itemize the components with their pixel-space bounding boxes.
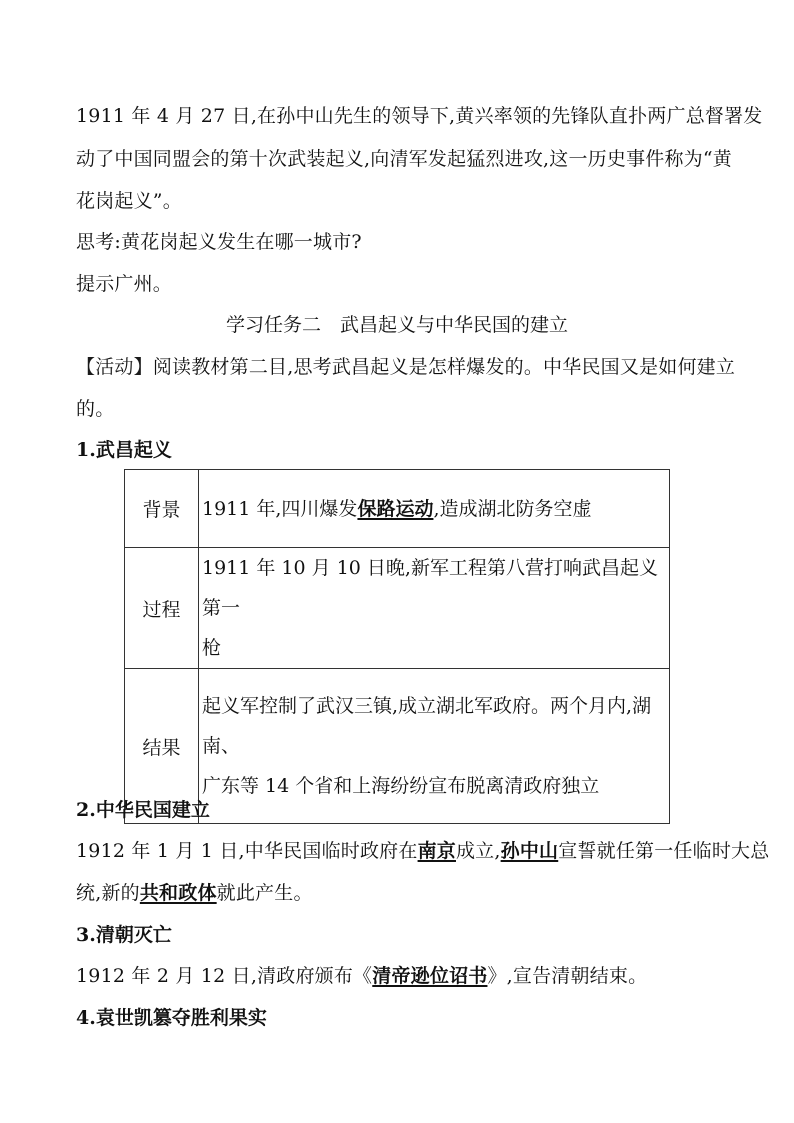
key-term-sun-yat-sen: 孙中山 [500,840,559,862]
wuchang-uprising-table [124,469,670,824]
section2-line-1 [76,839,769,863]
row-content-result [199,669,670,824]
activity-line-1 [76,355,735,379]
table-row-process [125,548,670,669]
section3-line [76,964,647,988]
row-content-process [199,548,670,669]
section3-text-b: 》,宣告清朝结束。 [487,965,648,987]
row-label-process: 过程 [125,548,199,669]
row-label-background: 背景 [125,470,199,548]
background-text-post: ,造成湖北防务空虚 [433,497,592,520]
result-line-2: 广东等 14 个省和上海纷纷宣布脱离清政府独立 [202,775,600,797]
section2-text-c: 宣誓就任第一任临时大总 [558,840,770,862]
table-row-background [125,470,670,548]
key-term-abdication-edict: 清帝逊位诏书 [372,965,488,987]
intro-line-3: 花岗起义”。 [76,190,182,212]
activity-tag: 【活动】 [76,356,153,378]
section2-text-e: 就此产生。 [216,882,313,904]
section4-heading: 4.袁世凯篡夺胜利果实 [76,1007,267,1029]
think-hint: 提示广州。 [76,273,173,295]
activity-text-1: 阅读教材第二目,思考武昌起义是怎样爆发的。中华民国又是如何建立 [152,356,736,378]
intro-line-1: 1911 年 4 月 27 日,在孙中山先生的领导下,黄兴率领的先锋队直扑两广总督署发 [76,105,763,127]
process-line-2: 枪 [202,637,222,659]
section2-heading: 2.中华民国建立 [76,799,210,821]
task-title: 学习任务二 武昌起义与中华民国的建立 [225,314,568,336]
section2-line-2 [76,881,313,905]
section2-text-b: 成立, [455,840,501,862]
row-content-background [199,470,670,548]
section2-text-d: 统,新的 [76,882,140,904]
section2-text-a: 1912 年 1 月 1 日,中华民国临时政府在 [76,840,418,862]
key-term-nanjing: 南京 [417,840,456,862]
section1-heading: 1.武昌起义 [76,439,172,461]
process-line-1: 1911 年 10 月 10 日晚,新军工程第八营打响武昌起义第一 [202,557,658,619]
section3-text-a: 1912 年 2 月 12 日,清政府颁布《 [76,965,373,987]
intro-line-2: 动了中国同盟会的第十次武装起义,向清军发起猛烈进攻,这一历史事件称为“黄 [76,148,732,170]
key-term-republic: 共和政体 [139,882,217,904]
result-line-1: 起义军控制了武汉三镇,成立湖北军政府。两个月内,湖南、 [202,695,652,757]
activity-line-2: 的。 [76,398,115,420]
row-label-result: 结果 [125,669,199,824]
background-text-pre: 1911 年,四川爆发 [202,497,358,520]
background-key-term: 保路运动 [357,497,434,520]
section3-heading: 3.清朝灭亡 [76,924,172,946]
think-question: 思考:黄花岗起义发生在哪一城市? [76,231,362,253]
